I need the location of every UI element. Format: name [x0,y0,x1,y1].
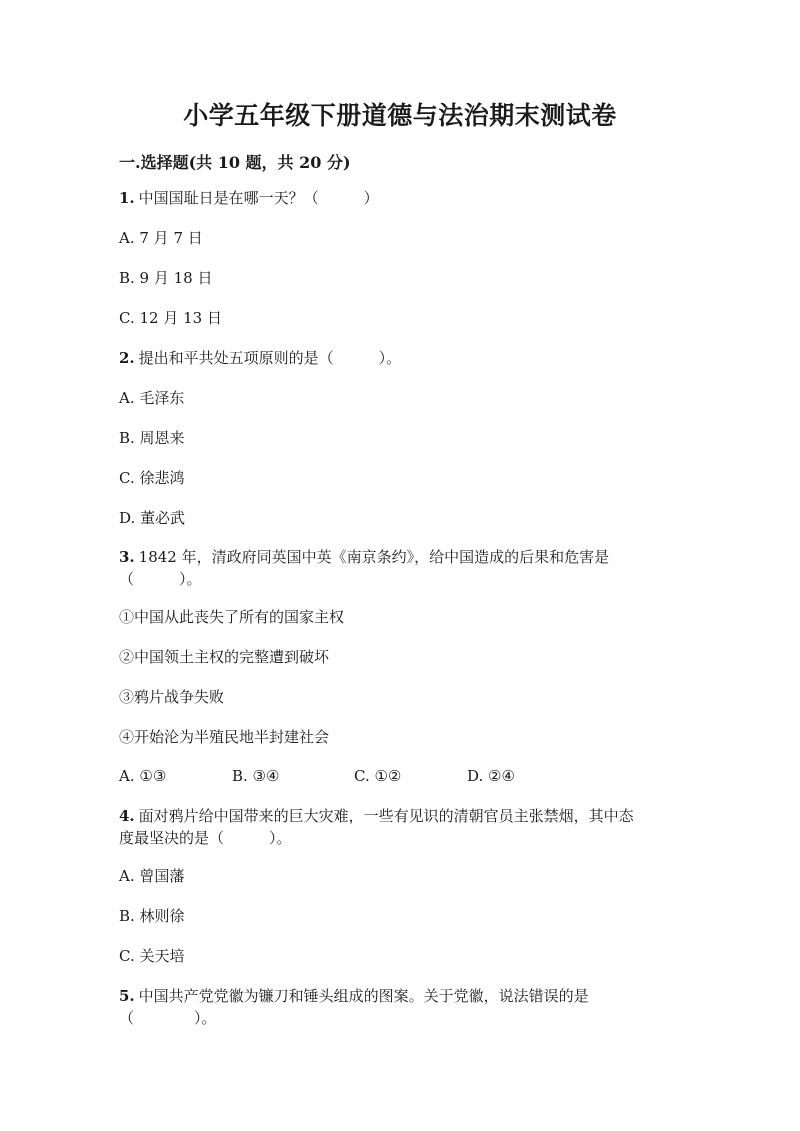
question-number: 1. [119,189,135,207]
question-4 [119,806,634,826]
question-number: 2. [119,349,135,367]
question-4-continued: 度最坚决的是（ ）。 [119,829,292,847]
question-number: 3. [119,548,135,566]
question-3-continued: （ ）。 [119,570,202,588]
q1-option-c[interactable]: C. 12 月 13 日 [119,309,222,327]
question-1 [119,188,379,208]
question-text: 中国共产党党徽为镰刀和锤头组成的图案。关于党徽，说法错误的是 [138,987,589,1005]
q3-option-b[interactable]: B. ③④ [232,767,280,785]
question-2 [119,348,401,368]
question-text: 面对鸦片给中国带来的巨大灾难，一些有见识的清朝官员主张禁烟，其中态 [138,807,634,825]
q1-option-b[interactable]: B. 9 月 18 日 [119,269,213,287]
section-heading: 一.选择题(共 10 题，共 20 分) [119,153,351,172]
exam-title: 小学五年级下册道德与法治期末测试卷 [183,101,617,130]
q3-option-d[interactable]: D. ②④ [467,767,515,785]
q2-option-d[interactable]: D. 董必武 [119,509,186,527]
question-text: 1842 年，清政府同英国中英《南京条约》，给中国造成的后果和危害是 [138,548,610,566]
q1-option-a[interactable]: A. 7 月 7 日 [119,229,203,247]
q2-option-c[interactable]: C. 徐悲鸿 [119,469,185,487]
q2-option-a[interactable]: A. 毛泽东 [119,389,185,407]
q3-options-row [119,766,679,786]
question-text: 提出和平共处五项原则的是（ ）。 [138,349,402,367]
q2-option-b[interactable]: B. 周恩来 [119,429,185,447]
q4-option-c[interactable]: C. 关天培 [119,947,185,965]
question-5 [119,986,589,1006]
q4-option-b[interactable]: B. 林则徐 [119,907,185,925]
q3-option-a[interactable]: A. ①③ [119,767,167,785]
question-number: 4. [119,807,135,825]
q3-statement-2: ②中国领土主权的完整遭到破坏 [119,648,330,666]
q3-option-c[interactable]: C. ①② [354,767,402,785]
question-text: 中国国耻日是在哪一天？（ ） [138,189,379,207]
question-5-continued: （ ）。 [119,1009,217,1027]
q3-statement-1: ①中国从此丧失了所有的国家主权 [119,608,345,626]
q4-option-a[interactable]: A. 曾国藩 [119,867,185,885]
question-number: 5. [119,987,135,1005]
q3-statement-3: ③鸦片战争失败 [119,688,225,706]
q3-statement-4: ④开始沦为半殖民地半封建社会 [119,728,330,746]
question-3 [119,547,609,567]
